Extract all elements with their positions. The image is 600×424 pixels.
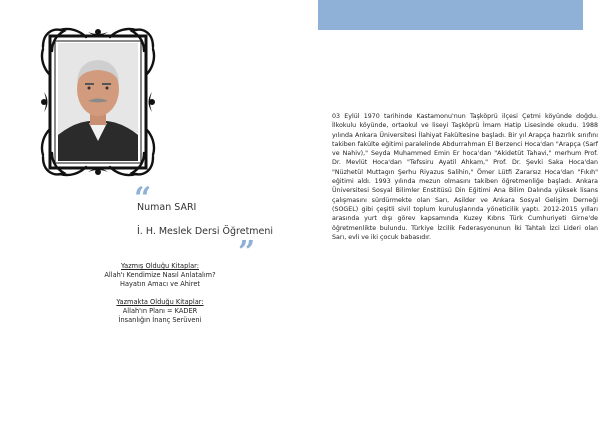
written-books-heading: Yazmış Olduğu Kitaplar: (121, 262, 199, 270)
quote-open-mark: “ (134, 181, 152, 216)
ornamental-frame-icon (40, 27, 156, 177)
person-name: Numan SARI (137, 202, 197, 213)
portrait-photo (58, 43, 138, 161)
person-title: İ. H. Meslek Dersi Öğretmeni (137, 226, 274, 237)
written-book-item: Allah'ı Kendimize Nasıl Anlatalım? (104, 271, 216, 279)
quote-close-mark: ” (238, 235, 256, 270)
top-accent-bar (318, 0, 583, 30)
biography-text: 03 Eylül 1970 tarihinde Kastamonu'nun Taşköprü ilçesi Çetmi köyünde doğdu. İlkokulu köyünde, ortaokul ve liseyi Taşköprü İmam Hatip Lisesinde okudu. 1988 yılında Ankara Üniversitesi İlahiyat Fakültesine başladı. Bir yıl Arapça hazırlık sınıfını takiben fakülte eğitimi paralelinde Abdurrahman El Berzenci Hoca'dan "Arapça (Sarf ve Nahiv)," Seyda Muhammed Emin Er hoca'dan "Akidetüt Tahavi," merhum Prof. Dr. Mevlüt Hoca'dan "Tefssiru Ayatil Ahkam," Prof. Dr. Şevki Saka Hoca'dan "Nüzhetül Muttagın Şerhu Riyazus Salihin," Ömer Lütfi Zararsız Hoca'dan "Fıkıh" eğitimi aldı. 1993 yılında mezun olmasını takiben öğretmenliğe başladı. Ankara Üniversitesi Sosyal Bilimler Enstitüsü Din Eğitimi Ana Bilim Dalında yüksek lisans çalışmasını sürdürmekte olan Sarı, Asilder ve Ankara Sosyal Gelişim Derneği (SOGEL) gibi çeşitli sivil toplum kuruluşlarında yöneticilik yaptı. 2012-2015 yılları arasında yurt dışı görev kapsamında Kuzey Kıbrıs Türk Cumhuriyeti Girne'de öğretmenlikte bulundu. Türkiye İzcilik Federasyonunun İki Tahtalı İzci Lideri olan Sarı, evli ve iki çocuk babasıdır. (332, 113, 598, 241)
writing-book-item: İnsanlığın İnanç Serüveni (118, 316, 202, 324)
written-book-item: Hayatın Amacı ve Ahiret (120, 280, 200, 288)
books-section (60, 262, 260, 325)
writing-books-heading: Yazmakta Olduğu Kitaplar: (116, 298, 204, 306)
writing-book-item: Allah'ın Planı = KADER (122, 307, 198, 315)
